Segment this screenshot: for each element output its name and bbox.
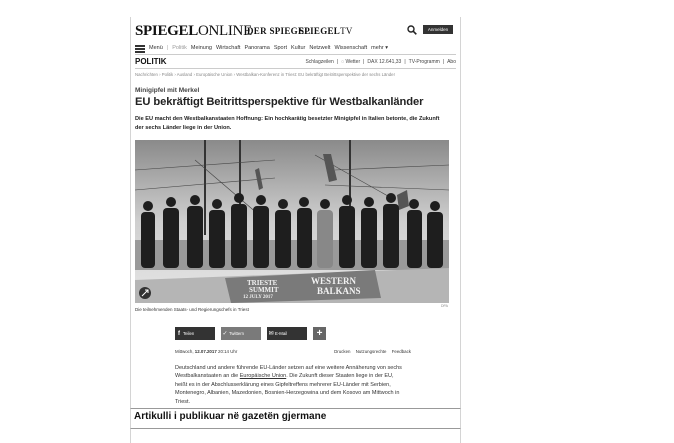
masthead xyxy=(135,23,456,39)
nav-item-wirtschaft[interactable]: Wirtschaft xyxy=(215,45,241,51)
svg-text:SUMMIT: SUMMIT xyxy=(249,286,279,294)
article-meta: Mittwoch, 12.07.2017 20:14 Uhr Drucken Nutzungsrechte Feedback xyxy=(175,349,411,354)
article-teaser: Die EU macht den Westbalkanstaaten Hoffnung: Ein hochkarätig besetzter Minigipfel in Italien betonte, die Zukunft der sechs Länder liege in der Union. xyxy=(135,116,440,131)
tool-tv-programm[interactable]: TV-Programm xyxy=(408,59,440,65)
svg-text:TRIESTE: TRIESTE xyxy=(247,279,278,287)
login-button[interactable]: Anmelden xyxy=(423,25,453,34)
footer-caption: Artikulli i publikuar në gazetën gjermane xyxy=(134,411,327,422)
more-share-button[interactable]: + xyxy=(313,327,326,340)
main-nav xyxy=(135,44,456,55)
publish-time: 20:14 Uhr xyxy=(218,349,238,354)
photo-credit: DPA xyxy=(441,304,448,308)
print-link[interactable]: Drucken xyxy=(334,349,351,354)
eu-link[interactable]: Europäische Union xyxy=(239,373,287,380)
section-header xyxy=(135,57,456,69)
article-photo[interactable] xyxy=(135,140,449,303)
publish-date: 12.07.2017 xyxy=(194,349,217,354)
footer-caption-bar xyxy=(130,408,461,429)
svg-text:WESTERN: WESTERN xyxy=(311,276,357,286)
nav-item-kultur[interactable]: Kultur xyxy=(290,45,306,51)
section-tools: Schlagzeilen | ◌ Wetter | DAX 12.641,33 | TV-Programm | Abo xyxy=(305,59,456,65)
article-page xyxy=(130,17,461,443)
article-body: Deutschland und andere führende EU-Länder setzen auf eine weitere Annäherung von sechs Westbalkanstaaten an die Europäische Union. Die Zukunft dieser Staaten liege in der EU, heißt es in der Abschlusserklärung eines Gipfeltreffens mehrerer EU-Länder mit Serbien, Montenegro, Albanien, Mazedonien, Bosnien-Herzegowina und dem Kosovo am Mittwoch in Triest. xyxy=(175,365,402,405)
facebook-share-button[interactable]: f Teilen xyxy=(175,327,215,340)
tool-dax[interactable]: DAX 12.641,33 xyxy=(367,59,402,65)
email-share-button[interactable]: ✉E-Mail xyxy=(267,327,307,340)
article-kicker: Minigipfel mit Merkel xyxy=(135,87,200,94)
section-title[interactable]: POLITIK xyxy=(135,57,167,66)
svg-text:12 JULY 2017: 12 JULY 2017 xyxy=(243,295,273,300)
svg-text:BALKANS: BALKANS xyxy=(317,286,361,296)
nav-item-netzwelt[interactable]: Netzwelt xyxy=(309,45,331,51)
spiegel-tv-link[interactable]: SPIEGELTV xyxy=(299,26,353,36)
nav-items: Menü | Politik Meinung Wirtschaft Panorama Sport Kultur Netzwelt Wissenschaft mehr ▾ xyxy=(149,45,388,51)
spiegel-online-logo[interactable]: SPIEGELONLINE xyxy=(135,23,252,39)
tool-schlagzeilen[interactable]: Schlagzeilen xyxy=(305,59,334,65)
breadcrumb[interactable]: Nachrichten › Politik › Ausland › Europäische Union › Westbalkan-Konferenz in Triest: EU bekräftigt Beitrittsperspektive der sechs Länder xyxy=(135,72,396,77)
mail-icon: ✉ xyxy=(268,331,274,337)
search-icon[interactable] xyxy=(407,25,417,35)
twitter-share-button[interactable]: ✓Twittern xyxy=(221,327,261,340)
article-headline: EU bekräftigt Beitrittsperspektive für Westbalkanländer xyxy=(135,96,424,108)
expand-icon[interactable] xyxy=(139,287,151,299)
feedback-link[interactable]: Feedback xyxy=(391,349,411,354)
nav-item-wissenschaft[interactable]: Wissenschaft xyxy=(334,45,368,51)
der-spiegel-link[interactable]: DER SPIEGEL xyxy=(247,26,311,36)
nav-item-sport[interactable]: Sport xyxy=(273,45,287,51)
photo-caption: Die teilnehmenden Staats- und Regierungschefs in Triest xyxy=(135,307,249,312)
facebook-icon: f xyxy=(178,331,180,337)
nav-item-meinung[interactable]: Meinung xyxy=(190,45,212,51)
nav-item-panorama[interactable]: Panorama xyxy=(244,45,270,51)
tool-wetter[interactable]: ◌ Wetter xyxy=(341,59,361,65)
rights-link[interactable]: Nutzungsrechte xyxy=(355,349,387,354)
tool-abo[interactable]: Abo xyxy=(447,59,456,65)
menu-icon[interactable] xyxy=(135,45,145,53)
nav-menu[interactable]: Menü xyxy=(149,45,163,51)
nav-item-politik[interactable]: Politik xyxy=(172,45,187,51)
twitter-icon: ✓ xyxy=(222,331,228,337)
summit-photo-illustration xyxy=(135,140,449,303)
nav-item-mehr[interactable]: mehr ▾ xyxy=(371,45,388,51)
